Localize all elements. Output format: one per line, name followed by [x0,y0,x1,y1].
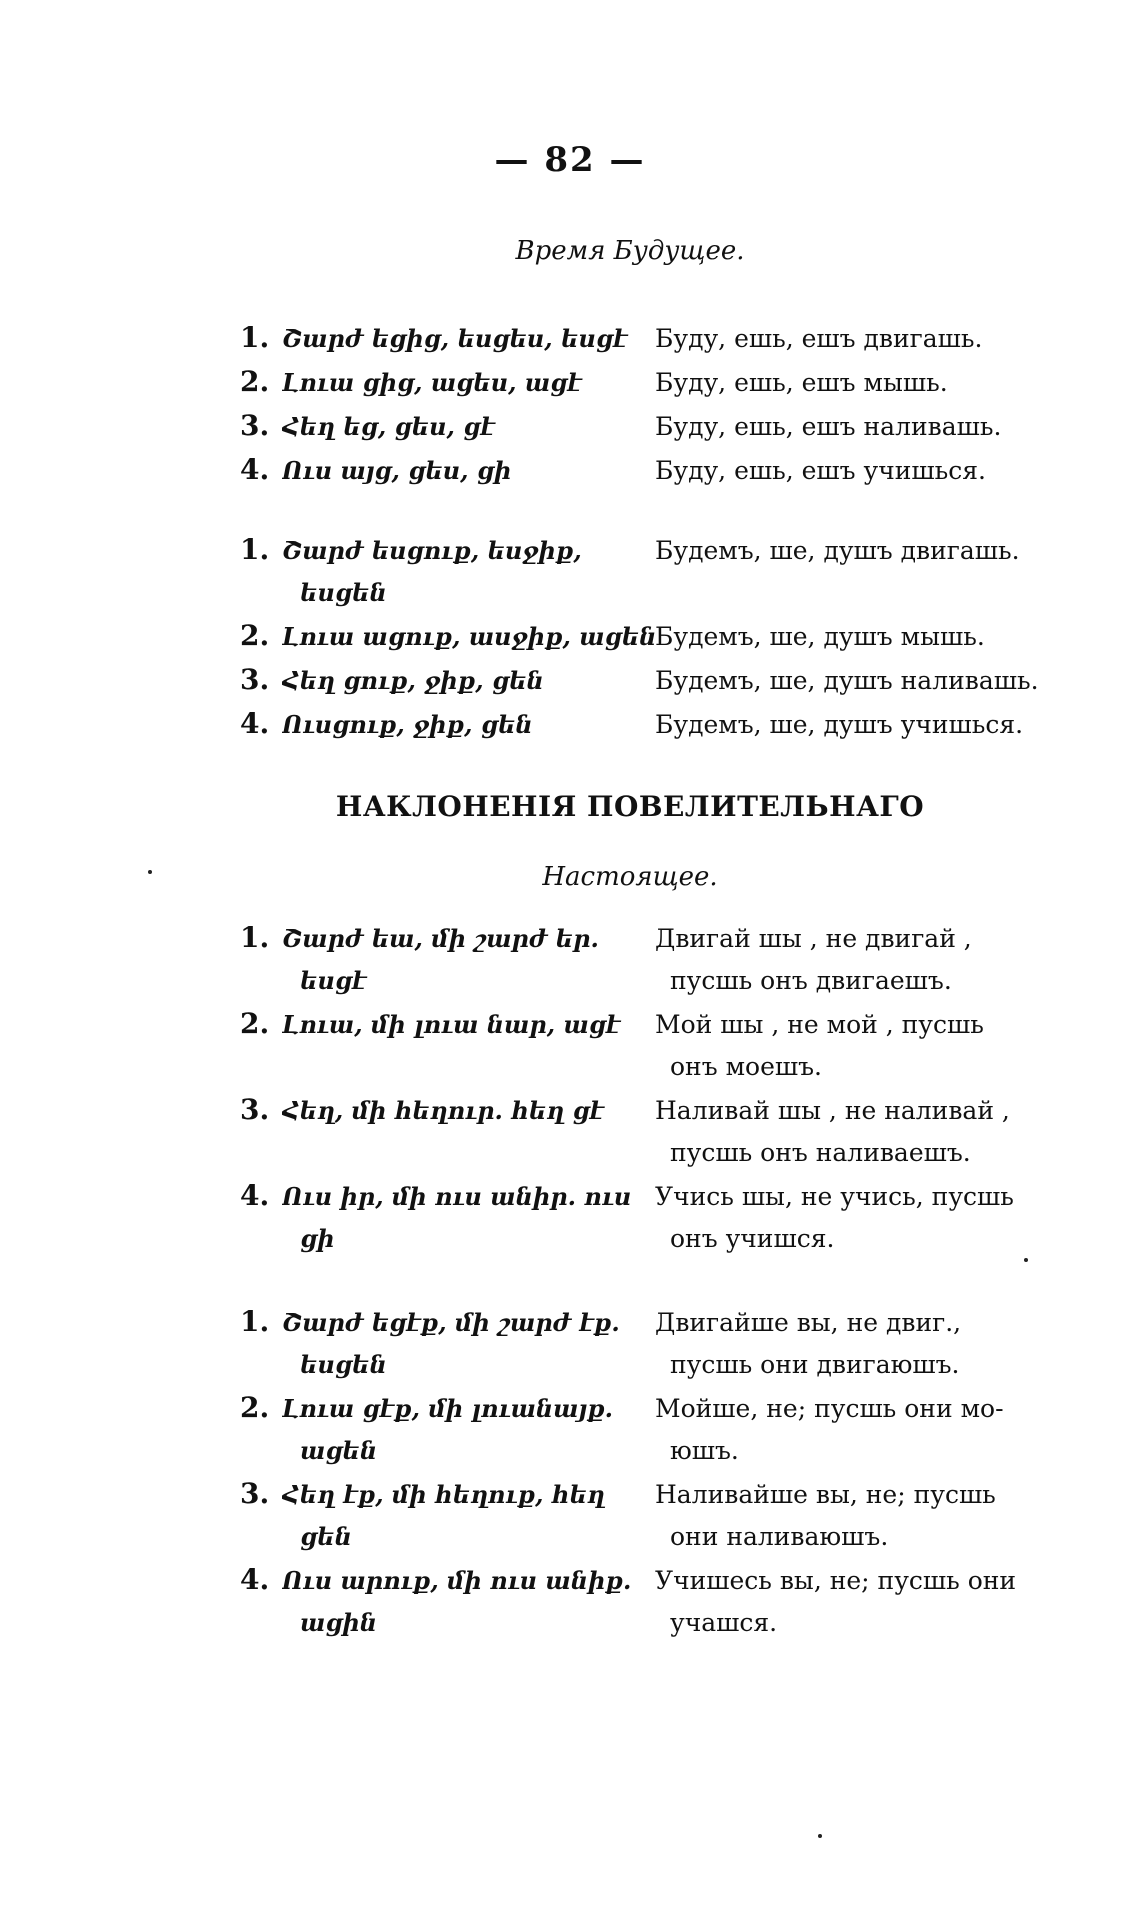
conjugation-row [240,918,1030,1004]
row-number: 1. [240,921,270,954]
conjugation-row [240,318,1030,362]
print-speck [818,1834,822,1838]
conjugation-row [240,1090,1030,1176]
future-tense-heading: Время Будущее. [515,236,745,266]
conjugation-row [240,530,1030,616]
row-number: 4. [240,707,270,740]
armenian-form: Հեղ ցուք, ջիք, ցեն [282,666,544,695]
row-number: 4. [240,1563,270,1596]
armenian-form: Լուա ցէք, մի լուանայք. [282,1394,614,1423]
conjugation-row [240,450,1030,494]
conjugation-row [240,1388,1030,1474]
russian-translation: Учишесь вы, не; пусшь они [655,1566,1017,1595]
armenian-form: Ուսցուք, ջիք, ցեն [282,710,533,739]
russian-translation-continuation: онъ учишся. [670,1224,835,1253]
imperative-singular-group [240,918,1030,1262]
row-number: 1. [240,533,270,566]
print-speck [148,870,152,874]
armenian-form-continuation: ցեն [300,1522,352,1551]
armenian-form-continuation: ացեն [300,1436,378,1465]
row-number: 2. [240,365,270,398]
russian-translation: Мойше, не; пусшь они мо- [655,1394,1004,1423]
conjugation-row [240,1560,1030,1646]
row-number: 4. [240,453,270,486]
row-number: 2. [240,619,270,652]
conjugation-row [240,1474,1030,1560]
russian-translation-continuation: онъ моешъ. [670,1052,822,1081]
russian-translation: Будемъ, ше, душъ мышь. [655,622,985,651]
russian-translation: Двигай шы , не двигай , [655,924,972,953]
armenian-form-continuation: եսցէ [300,966,367,995]
row-number: 1. [240,1305,270,1338]
present-subheading: Настоящее. [542,862,718,892]
armenian-form: Շարժ եա, մի շարժ եր. [282,924,599,953]
russian-translation: Будемъ, ше, душъ двигашь. [655,536,1020,565]
conjugation-row [240,1302,1030,1388]
russian-translation: Будемъ, ше, душъ наливашь. [655,666,1039,695]
conjugation-row [240,616,1030,660]
row-number: 2. [240,1007,270,1040]
russian-translation-continuation: пусшь онъ двигаешъ. [670,966,952,995]
row-number: 3. [240,1093,270,1126]
russian-translation-continuation: пусшь онъ наливаешъ. [670,1138,971,1167]
conjugation-row [240,1004,1030,1090]
armenian-form: Ուս այց, ցես, ցի [282,456,512,485]
russian-translation: Мой шы , не мой , пусшь [655,1010,984,1039]
armenian-form: Հեղ էք, մի հեղուք, հեղ [282,1480,605,1509]
armenian-form: Լուա, մի լուա նար, ացէ [282,1010,621,1039]
russian-translation-continuation: пусшь они двигаюшъ. [670,1350,960,1379]
conjugation-row [240,1176,1030,1262]
russian-translation: Учись шы, не учись, пусшь [655,1182,1014,1211]
russian-translation-continuation: они наливаюшъ. [670,1522,889,1551]
row-number: 3. [240,1477,270,1510]
armenian-form: Լուա ացուք, ասջիք, ացեն [282,622,657,651]
russian-translation: Буду, ешь, ешъ мышь. [655,368,948,397]
russian-translation-continuation: учашся. [670,1608,778,1637]
armenian-form: Լուա ցից, ացես, ացէ [282,368,582,397]
print-speck [1024,1258,1028,1262]
armenian-form-continuation: ացին [300,1608,378,1637]
armenian-form-continuation: եսցեն [300,578,387,607]
conjugation-row [240,660,1039,704]
conjugation-row [240,406,1030,450]
armenian-form: Հեղ, մի հեղուր. հեղ ցէ [282,1096,604,1125]
armenian-form: Ուս արուք, մի ուս անիք. [282,1566,632,1595]
row-number: 4. [240,1179,270,1212]
row-number: 3. [240,409,270,442]
russian-translation: Наливайше вы, не; пусшь [655,1480,996,1509]
conjugation-row [240,362,1030,406]
armenian-form: Հեղ եց, ցես, ցէ [282,412,495,441]
russian-translation: Будемъ, ше, душъ учишься. [655,710,1024,739]
future-singular-group [240,318,1030,494]
armenian-form: Շարժ եցէք, մի շարժ էք. [282,1308,620,1337]
conjugation-row [240,704,1030,748]
russian-translation: Двигайше вы, не двиг., [655,1308,962,1337]
future-plural-group [240,530,1039,748]
row-number: 1. [240,321,270,354]
imperative-plural-group [240,1302,1030,1646]
row-number: 2. [240,1391,270,1424]
russian-translation-continuation: юшъ. [670,1436,739,1465]
armenian-form: Շարժ եցից, եսցես, եսցէ [282,324,628,353]
page-number: — 82 — [494,140,646,180]
armenian-form: Ուս իր, մի ուս անիր. ուս [282,1182,632,1211]
row-number: 3. [240,663,270,696]
russian-translation: Наливай шы , не наливай , [655,1096,1010,1125]
russian-translation: Буду, ешь, ешъ двигашь. [655,324,983,353]
russian-translation: Буду, ешь, ешъ учишься. [655,456,986,485]
armenian-form-continuation: ցի [300,1224,335,1253]
armenian-form-continuation: եսցեն [300,1350,387,1379]
russian-translation: Буду, ешь, ешъ наливашь. [655,412,1002,441]
armenian-form: Շարժ եսցուք, եսջիք, [282,536,582,565]
imperative-mood-heading: НАКЛОНЕНІЯ ПОВЕЛИТЕЛЬНАГО [335,790,925,823]
